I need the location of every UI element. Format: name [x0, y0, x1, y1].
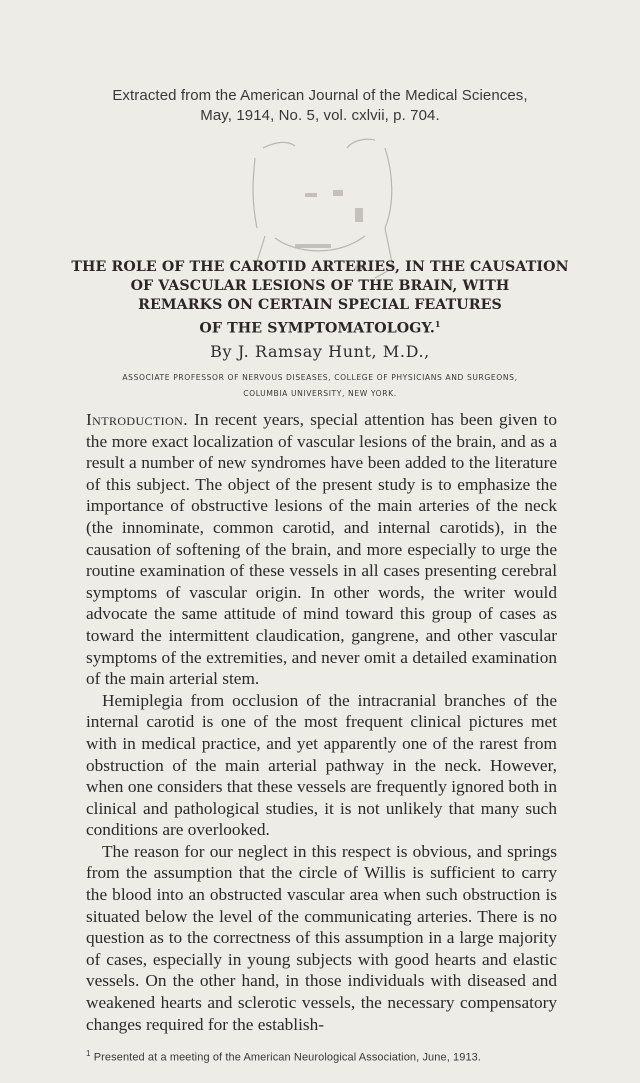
title-line-4-text: OF THE SYMPTOMATOLOGY. — [199, 320, 435, 337]
footnote — [86, 1049, 606, 1064]
article-title-line-2: OF VASCULAR LESIONS OF THE BRAIN, WITH — [130, 278, 510, 294]
introduction-heading: Introduction. — [86, 410, 188, 429]
author-affiliation-line-1: ASSOCIATE PROFESSOR OF NERVOUS DISEASES, COLLEGE OF PHYSICIANS AND SURGEONS, — [122, 373, 518, 382]
author-byline: By J. Ramsay Hunt, M.D., — [210, 342, 430, 361]
footnote-mark: 1 — [86, 1049, 91, 1058]
article-title-line-3: REMARKS ON CERTAIN SPECIAL FEATURES — [138, 297, 502, 313]
author-affiliation-line-2: COLUMBIA UNIVERSITY, NEW YORK. — [243, 389, 397, 398]
title-footnote-mark: 1 — [434, 319, 441, 329]
body-paragraph-1 — [86, 409, 557, 690]
paragraph-1-text: In recent years, special attention has been given to the more exact localization of vascular lesions of the brain, and as a result a number of new syndromes have been added to the literature of this subject. The object of the present study is to emphasize the importance of obstructive lesions of the main arteries of the neck (the innominate, common carotid, and internal carotids), in the causation of softening of the brain, and more especially to urge the routine examination of these vessels in all cases presenting cerebral symptoms of vascular origin. In other words, the writer would advocate the same attitude of mind toward this group of cases as toward the intermittent claudication, gangrene, and other vascular symptoms of the extremities, and never omit a detailed examination of the main arterial stem. — [86, 410, 557, 689]
journal-citation-line-1: Extracted from the American Journal of the Medical Sciences, — [112, 87, 528, 104]
body-paragraph-3: The reason for our neglect in this respect is obvious, and springs from the assumption that the circle of Willis is sufficient to carry the blood into an obstructed vascular area when such obstruction is situated below the level of the communicating arteries. There is no question as to the correctness of this assumption in a large majority of cases, especially in young subjects with good hearts and elastic vessels. On the other hand, in those individuals with diseased and weakened hearts and sclerotic vessels, the necessary compensatory changes required for the establish- — [86, 841, 557, 1034]
article-title-line-4 — [0, 315, 640, 339]
footnote-text: Presented at a meeting of the American Neurological Association, June, 1913. — [93, 1051, 482, 1064]
article-title-line-1: THE ROLE OF THE CAROTID ARTERIES, IN THE CAUSATION — [71, 259, 569, 275]
journal-citation-line-2: May, 1914, No. 5, vol. cxlvii, p. 704. — [200, 107, 440, 124]
article-body — [86, 409, 557, 1035]
body-paragraph-2: Hemiplegia from occlusion of the intracranial branches of the internal carotid is one of the most frequent clinical pictures met with in medical practice, and yet apparently one of the rarest from obstruction of the main arterial pathway in the neck. However, when one considers that these vessels are frequently ignored both in clinical and pathological studies, it is not unlikely that many such conditions are overlooked. — [86, 690, 557, 840]
